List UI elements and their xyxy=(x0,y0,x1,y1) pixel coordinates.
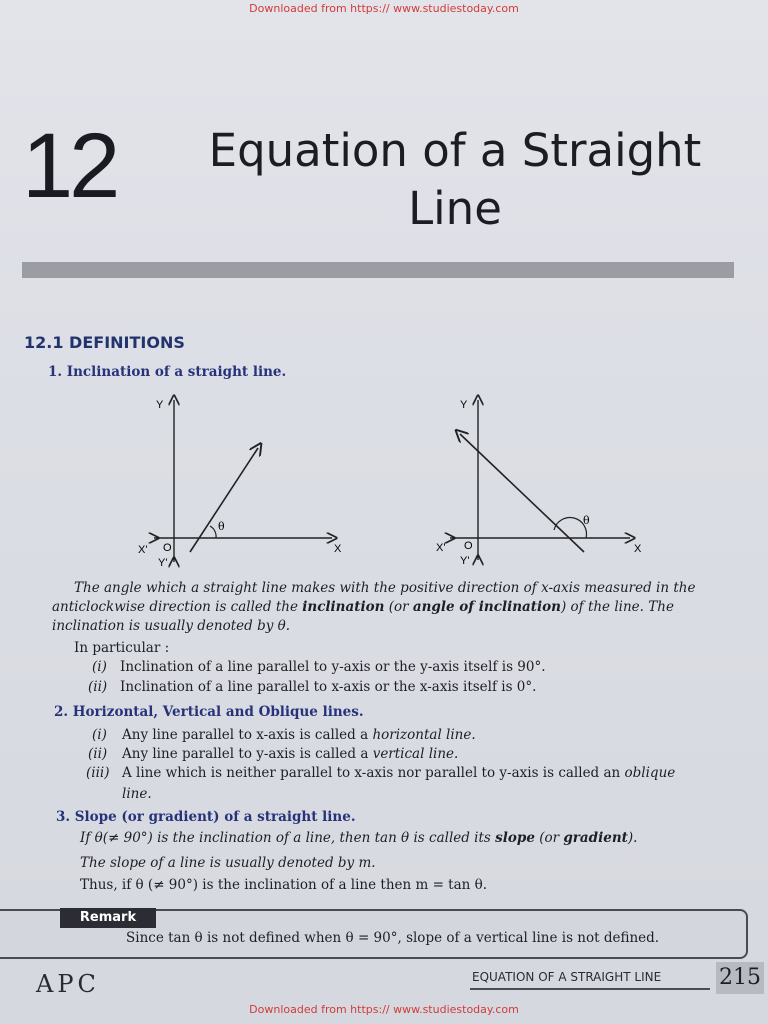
inclination-diagram xyxy=(130,392,660,572)
term-angle-of-inclination: angle of inclination xyxy=(412,599,561,615)
left-y-label: Y xyxy=(156,399,164,411)
running-footer-title: EQUATION OF A STRAIGHT LINE xyxy=(472,970,662,984)
publisher-logo: APC xyxy=(36,970,100,998)
item3-line1 xyxy=(80,829,637,848)
term-inclination: inclination xyxy=(302,599,385,615)
item2-case-ii-text-a: Any line parallel to y-axis is called a xyxy=(122,746,373,762)
item2-case-ii xyxy=(88,745,458,764)
section-heading: 12.1 DEFINITIONS xyxy=(24,333,185,352)
item2-case-iii-text-c: line. xyxy=(122,786,152,802)
item2-case-ii-text-b: vertical line. xyxy=(372,746,459,762)
footer-rule xyxy=(470,988,710,990)
item1-case-i xyxy=(92,658,546,677)
item3-line1-a: If θ(≠ 90°) is the inclination of a line, then tan θ is called its xyxy=(80,830,496,846)
download-link-bottom[interactable]: Downloaded from https:// www.studiestoday.com xyxy=(249,1003,519,1016)
item2-case-i xyxy=(92,726,476,745)
in-particular-label: In particular : xyxy=(74,640,170,656)
page-number: 215 xyxy=(716,962,764,994)
item1-case-ii xyxy=(88,678,536,697)
chapter-number: 12 xyxy=(22,115,117,217)
item3-line2: The slope of a line is usually denoted by m. xyxy=(80,855,376,871)
item2-case-i-text-a: Any line parallel to x-axis is called a xyxy=(122,727,373,743)
item1-heading: 1. Inclination of a straight line. xyxy=(48,364,287,380)
item1-case-ii-text: Inclination of a line parallel to x-axis or the x-axis itself is 0°. xyxy=(120,679,537,695)
left-inclined-line xyxy=(190,448,258,552)
chapter-title-line2: Line xyxy=(408,182,502,235)
right-x-neg-label: X' xyxy=(436,542,446,554)
item1-para-line1: The angle which a straight line makes with the positive direction of x-axis measured in the xyxy=(74,580,696,596)
title-divider-bar xyxy=(22,262,734,278)
item2-heading: 2. Horizontal, Vertical and Oblique lines. xyxy=(54,704,364,720)
remark-text: Since tan θ is not defined when θ = 90°, slope of a vertical line is not defined. xyxy=(126,930,660,946)
item2-case-iii-text-a: A line which is neither parallel to x-axis nor parallel to y-axis is called an xyxy=(122,765,625,781)
chapter-title xyxy=(160,122,750,238)
right-y-neg-label: Y' xyxy=(460,555,470,567)
right-theta-label: θ xyxy=(583,514,590,527)
chapter-title-line1: Equation of a Straight xyxy=(208,124,702,177)
item3-heading: 3. Slope (or gradient) of a straight line. xyxy=(56,809,356,825)
left-theta-label: θ xyxy=(218,520,225,533)
left-x-label: X xyxy=(334,543,342,555)
item3-line1-c: (or xyxy=(534,830,564,846)
item2-case-iii-num: (iii) xyxy=(86,765,110,781)
remark-label: Remark xyxy=(60,908,156,928)
right-origin-label: O xyxy=(464,540,473,552)
term-slope: slope xyxy=(495,830,535,846)
left-y-neg-label: Y' xyxy=(158,557,168,569)
item2-case-iii xyxy=(86,764,675,783)
item2-case-iii-text-b: oblique xyxy=(624,765,676,781)
item1-para-line2-e: ) of the line. The xyxy=(560,599,674,615)
item2-case-ii-num: (ii) xyxy=(88,746,108,762)
item1-case-i-num: (i) xyxy=(92,659,107,675)
term-gradient: gradient xyxy=(563,830,628,846)
download-link-top[interactable]: Downloaded from https:// www.studiestoday.com xyxy=(249,2,519,15)
item1-para-line3: inclination is usually denoted by θ. xyxy=(52,618,291,634)
item1-case-ii-num: (ii) xyxy=(88,679,108,695)
item1-para-line2 xyxy=(52,598,674,617)
item1-para-line2-c: (or xyxy=(384,599,413,615)
left-origin-label: O xyxy=(163,542,172,554)
item3-line3: Thus, if θ (≠ 90°) is the inclination of a line then m = tan θ. xyxy=(80,877,488,893)
right-y-label: Y xyxy=(460,399,468,411)
right-x-label: X xyxy=(634,543,642,555)
left-angle-arc xyxy=(210,526,216,538)
item2-case-i-num: (i) xyxy=(92,727,107,743)
left-x-neg-label: X' xyxy=(138,544,148,556)
item3-line1-e: ). xyxy=(627,830,638,846)
item2-case-i-text-b: horizontal line. xyxy=(372,727,476,743)
item1-para-line2-a: anticlockwise direction is called the xyxy=(52,599,303,615)
item1-case-i-text: Inclination of a line parallel to y-axis or the y-axis itself is 90°. xyxy=(120,659,546,675)
